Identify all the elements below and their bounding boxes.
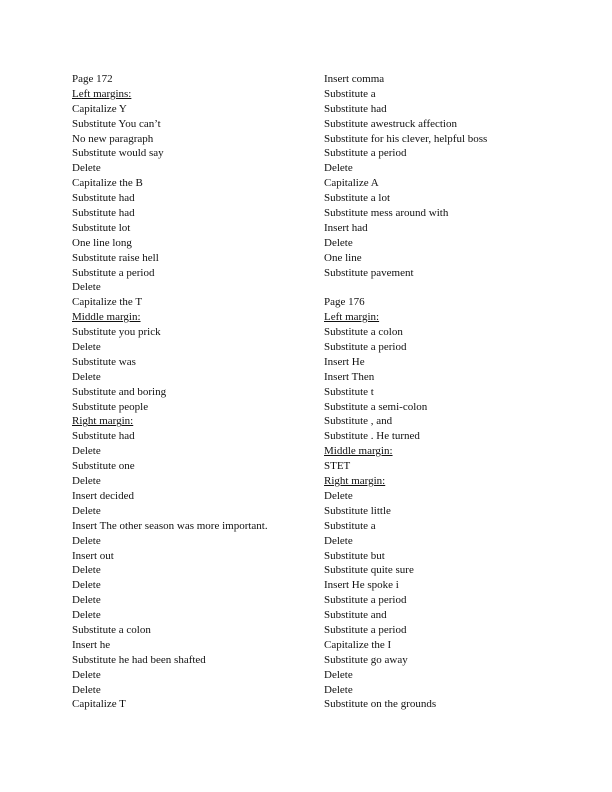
text-line: Substitute little (324, 504, 391, 517)
text-line: Insert He spoke i (324, 579, 399, 592)
text-line: Delete (72, 370, 101, 383)
text-line: Delete (72, 683, 101, 696)
text-line: Capitalize the B (72, 177, 143, 190)
page-heading: Page 172 (72, 73, 113, 85)
section-heading: Left margin: (324, 311, 380, 324)
text-line: STET (324, 460, 351, 473)
text-line: Delete (72, 668, 101, 681)
text-line: One line (324, 251, 362, 264)
text-line: Substitute go away (324, 653, 408, 666)
text-line: Substitute for his clever, helpful boss (324, 132, 488, 145)
text-line: Delete (324, 162, 353, 175)
text-line: Substitute had (72, 430, 135, 443)
text-line: Substitute on the grounds (324, 698, 437, 711)
text-line: Delete (72, 162, 101, 175)
text-line: Delete (72, 609, 101, 622)
text-line: Substitute quite sure (324, 564, 414, 577)
text-line: Substitute a period (324, 594, 407, 607)
text-line: Insert he (72, 638, 111, 651)
text-line: Substitute a (324, 519, 376, 532)
text-line: Substitute a period (324, 147, 407, 160)
text-line: Substitute had (72, 207, 135, 220)
text-line: Delete (72, 475, 101, 488)
section-heading: Left margins: (72, 87, 132, 100)
text-line: Capitalize the T (72, 296, 143, 309)
section-heading: Right margin: (72, 415, 134, 428)
text-line: Capitalize the I (324, 638, 392, 651)
blank-line (324, 280, 564, 295)
text-line: Substitute raise hell (72, 251, 159, 264)
text-line: Substitute would say (72, 147, 164, 160)
text-line: Substitute a colon (324, 326, 403, 339)
text-line: Substitute awestruck affection (324, 117, 457, 130)
text-line: Insert out (72, 549, 114, 562)
text-line: Insert had (324, 221, 368, 234)
text-line: Substitute was (72, 355, 136, 368)
text-line: Substitute people (72, 400, 149, 413)
text-line: Substitute t (324, 385, 374, 398)
text-line: Capitalize T (72, 698, 126, 711)
text-line: Delete (72, 564, 101, 577)
text-line: Delete (72, 281, 101, 294)
text-line: Substitute a (324, 87, 376, 100)
text-line: Substitute a period (324, 341, 407, 354)
text-line: Delete (324, 683, 353, 696)
text-line: Substitute a period (324, 623, 407, 636)
text-line: Substitute had (324, 102, 387, 115)
page-heading: Page 176 (324, 296, 365, 309)
text-line: Substitute a colon (72, 623, 151, 636)
text-line: No new paragraph (72, 132, 154, 145)
text-line: Substitute mess around with (324, 207, 449, 220)
right-column (324, 72, 564, 712)
text-line: Delete (324, 668, 353, 681)
text-line: Insert The other season was more important. (72, 519, 268, 532)
text-line: Delete (72, 579, 101, 592)
text-line: Substitute a lot (324, 192, 390, 205)
text-line: Insert decided (72, 489, 134, 502)
text-line: Substitute a period (72, 266, 155, 279)
text-line: Insert Then (324, 370, 375, 383)
text-line: Substitute you prick (72, 326, 161, 339)
text-line: Substitute and boring (72, 385, 167, 398)
text-line: Delete (324, 534, 353, 547)
text-line: One line long (72, 236, 132, 249)
text-line: Capitalize A (324, 177, 379, 190)
text-line: Insert comma (324, 73, 385, 85)
text-line: Substitute he had been shafted (72, 653, 206, 666)
section-heading: Middle margin: (72, 311, 141, 324)
text-line: Substitute one (72, 460, 135, 473)
text-line: Capitalize Y (72, 102, 127, 115)
text-line: Delete (72, 594, 101, 607)
text-line: Delete (72, 341, 101, 354)
left-column (72, 72, 316, 712)
text-line: Delete (72, 534, 101, 547)
text-line: Delete (72, 445, 101, 458)
text-line: Delete (324, 236, 353, 249)
text-line: Substitute pavement (324, 266, 414, 279)
text-line: Substitute . He turned (324, 430, 420, 443)
text-line: Substitute lot (72, 221, 131, 234)
text-line: Delete (324, 489, 353, 502)
section-heading: Right margin: (324, 475, 386, 488)
text-line: Substitute , and (324, 415, 393, 428)
text-line: Substitute but (324, 549, 385, 562)
text-line: Substitute You can’t (72, 117, 161, 130)
text-line: Substitute and (324, 609, 387, 622)
text-line: Substitute a semi-colon (324, 400, 428, 413)
text-line: Substitute had (72, 192, 135, 205)
text-line: Insert He (324, 355, 365, 368)
text-line: Delete (72, 504, 101, 517)
section-heading: Middle margin: (324, 445, 393, 458)
